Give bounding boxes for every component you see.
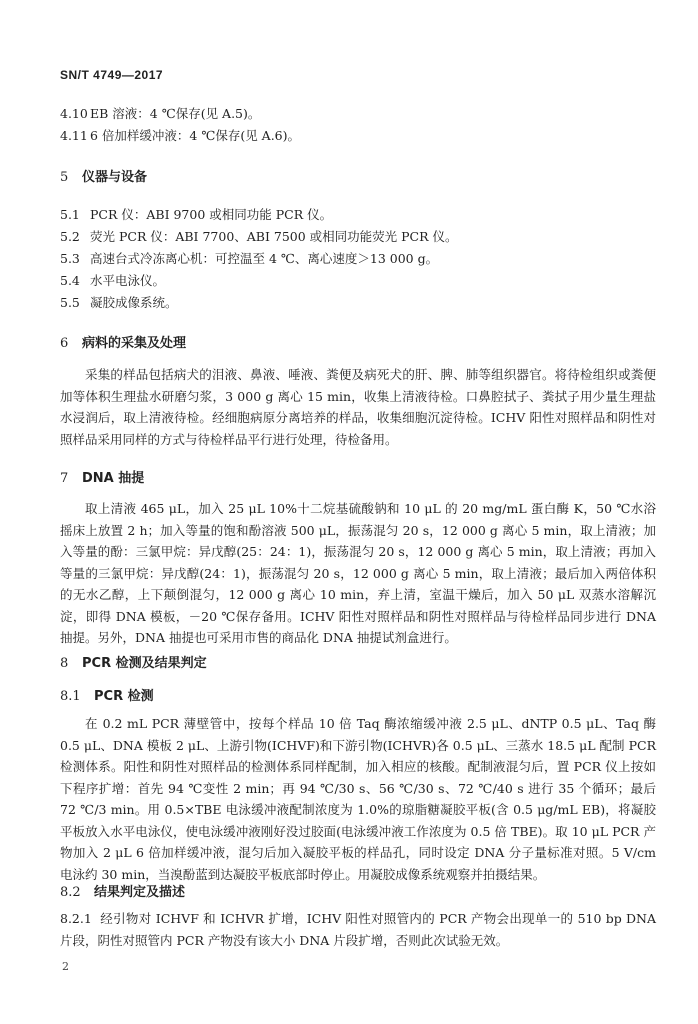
section-number: 6 [60, 336, 69, 351]
section-number: 8 [60, 656, 69, 671]
item-4-10 [60, 104, 260, 122]
item-number: 5.5 [60, 295, 80, 310]
item-text: 6 倍加样缓冲液：4 ℃保存(见 A.6)。 [90, 128, 301, 143]
section-number: 5 [60, 170, 69, 185]
section-title: PCR 检测及结果判定 [82, 656, 207, 671]
section-8-1-heading [60, 685, 154, 704]
item-text: PCR 仪：ABI 9700 或相同功能 PCR 仪。 [90, 207, 333, 222]
section-title: DNA 抽提 [82, 471, 145, 486]
section-5-heading [60, 166, 147, 185]
item-number: 5.2 [60, 229, 80, 244]
section-7-paragraph: 取上清液 465 μL，加入 25 μL 10%十二烷基硫酸钠和 10 μL 的 20 mg/mL 蛋白酶 K，50 ℃水浴摇床上放置 2 h；加入等量的饱和酚溶液 500 μL，振荡混匀 20 s，12 000 g 离心 5 min，取上清液；加入等量的酚：三氯甲烷：异戊醇(25：24：1)，振荡混匀 20 s，12 000 g 离心 5 min，取上清液；再加入等量的三氯甲烷：异戊醇(24：1)，振荡混匀 20 s，12 000 g 离心 5 min，取上清液；最后加入两倍体积的无水乙醇，上下颠倒混匀，12 000 g 离心 10 min，弃上清，室温干燥后，加入 50 μL 双蒸水溶解沉淀，即得 DNA 模板，－20 ℃保存备用。ICHV 阳性对照样品和阴性对照样品与待检样品同步进行 DNA 抽提。另外，DNA 抽提也可采用市售的商品化 DNA 抽提试剂盒进行。 [60, 501, 656, 645]
section-8-2-heading [60, 881, 185, 900]
section-title: 病料的采集及处理 [82, 336, 187, 351]
section-6-heading [60, 332, 186, 351]
page-number: 2 [62, 960, 69, 973]
section-number: 8.2.1 [60, 911, 92, 926]
item-number: 5.4 [60, 273, 80, 288]
section-8-2-1-paragraph [60, 908, 656, 951]
section-number: 8.2 [60, 885, 81, 900]
item-5-4 [60, 271, 165, 289]
item-5-1 [60, 205, 332, 223]
paragraph-text: 经引物对 ICHVF 和 ICHVR 扩增，ICHV 阳性对照管内的 PCR 产物会出现单一的 510 bp DNA 片段，阴性对照管内 PCR 产物没有该大小 DNA 片段扩增，否则此次试验无效。 [60, 911, 656, 948]
item-number: 5.1 [60, 207, 80, 222]
section-6-paragraph: 采集的样品包括病犬的泪液、鼻液、唾液、粪便及病死犬的肝、脾、肺等组织器官。将待检组织或粪便加等体积生理盐水研磨匀浆，3 000 g 离心 15 min，收集上清液待检。口鼻腔拭子、粪拭子用少量生理盐水浸润后，取上清液待检。经细胞病原分离培养的样品，收集细胞沉淀待检。ICHV 阳性对照样品和阴性对照样品采用同样的方式与待检样品平行进行处理，待检备用。 [60, 367, 656, 447]
item-text: 水平电泳仪。 [90, 273, 166, 288]
section-8-heading [60, 652, 207, 671]
item-5-5 [60, 293, 178, 311]
section-number: 8.1 [60, 689, 81, 704]
item-number: 5.3 [60, 251, 80, 266]
item-text: 荧光 PCR 仪：ABI 7700、ABI 7500 或相同功能荧光 PCR 仪。 [90, 229, 458, 244]
item-text: EB 溶液：4 ℃保存(见 A.5)。 [90, 106, 261, 121]
section-title: 结果判定及描述 [94, 885, 186, 900]
section-title: 仪器与设备 [82, 170, 148, 185]
standard-header: SN/T 4749—2017 [60, 68, 164, 82]
item-4-11 [60, 126, 300, 144]
item-number: 4.10 [60, 106, 88, 121]
item-number: 4.11 [60, 128, 88, 143]
item-text: 凝胶成像系统。 [90, 295, 178, 310]
section-number: 7 [60, 471, 69, 486]
section-7-heading [60, 467, 144, 486]
section-title: PCR 检测 [94, 689, 154, 704]
section-8-1-paragraph: 在 0.2 mL PCR 薄壁管中，按每个样品 10 倍 Taq 酶浓缩缓冲液 2.5 μL、dNTP 0.5 μL、Taq 酶 0.5 μL、DNA 模板 2 μL、上游引物(ICHVF)和下游引物(ICHVR)各 0.5 μL、三蒸水 18.5 μL 配制 PCR 检测体系。阳性和阴性对照样品的检测体系同样配制，加入相应的核酸。配制液混匀后，置 PCR 仪上按如下程序扩增：首先 94 ℃变性 2 min；再 94 ℃/30 s、56 ℃/30 s、72 ℃/40 s 进行 35 个循环；最后 72 ℃/3 min。用 0.5×TBE 电泳缓冲液配制浓度为 1.0%的琼脂糖凝胶平板(含 0.5 μg/mL EB)，将凝胶平板放入水平电泳仪，使电泳缓冲液刚好没过胶面(电泳缓冲液工作浓度为 0.5 倍 TBE)。取 10 μL PCR 产物加入 2 μL 6 倍加样缓冲液，混匀后加入凝胶平板的样品孔，同时设定 DNA 分子量标准对照。5 V/cm 电泳约 30 min，当溴酚蓝到达凝胶平板底部时停止。用凝胶成像系统观察并拍摄结果。 [60, 716, 656, 882]
item-text: 高速台式冷冻离心机：可控温至 4 ℃、离心速度＞13 000 g。 [90, 251, 439, 266]
item-5-2 [60, 227, 458, 245]
item-5-3 [60, 249, 438, 267]
